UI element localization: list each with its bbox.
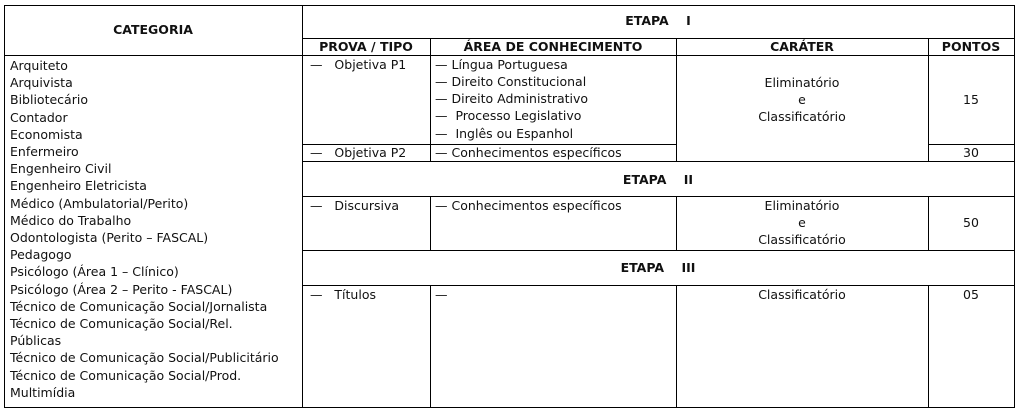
header-categoria: CATEGORIA (113, 22, 193, 37)
category-item: Odontologista (Perito – FASCAL) (10, 230, 209, 246)
etapa2-carater-0: Eliminatório (764, 198, 840, 213)
etapa3-pontos: 05 (963, 287, 979, 302)
category-list (10, 57, 300, 401)
vline-prova-area-2 (430, 196, 431, 251)
category-item: Engenheiro Civil (10, 161, 112, 177)
etapa3-prova: — Títulos (310, 287, 376, 302)
category-item: Pedagogo (10, 247, 72, 263)
etapa2-pontos: 50 (963, 215, 979, 230)
category-item: Economista (10, 126, 83, 142)
vline-area-carater-3 (676, 285, 677, 408)
etapa1-carater-1: e (798, 92, 806, 107)
etapa1-p1-prova: — Objetiva P1 (310, 57, 407, 72)
category-item: Engenheiro Eletricista (10, 178, 147, 194)
category-item: Enfermeiro (10, 144, 79, 160)
etapa3-area: — (435, 287, 448, 302)
etapa1-p1-area-4: — Inglês ou Espanhol (435, 126, 574, 141)
header-area: ÁREA DE CONHECIMENTO (463, 39, 643, 54)
vline-prova-area-3 (430, 285, 431, 408)
category-item: Bibliotecário (10, 92, 88, 108)
etapa1-p1-area-1: — Direito Constitucional (435, 74, 587, 89)
etapa2-carater-1: e (798, 215, 806, 230)
category-item: Psicólogo (Área 2 – Perito - FASCAL) (10, 281, 233, 297)
category-item: Técnico de Comunicação Social/Rel. (10, 316, 233, 332)
etapa1-p2-pontos: 30 (963, 145, 979, 160)
category-item: Contador (10, 109, 68, 125)
etapa1-carater-0: Eliminatório (764, 75, 840, 90)
hline-end-etapa1 (302, 161, 1015, 162)
header-prova-tipo: PROVA / TIPO (319, 39, 413, 54)
divider-categoria (302, 5, 303, 408)
header-carater: CARÁTER (770, 39, 834, 54)
etapa1-p2-area: — Conhecimentos específicos (435, 145, 622, 160)
vline-carater-pontos-3 (928, 285, 929, 408)
category-item: Técnico de Comunicação Social/Publicitário (10, 350, 279, 366)
table-border-left (4, 5, 5, 408)
hline-under-colheaders (4, 55, 1015, 56)
category-item: Psicólogo (Área 1 – Clínico) (10, 264, 179, 280)
table-border-right (1014, 5, 1015, 408)
category-item: Multimídia (10, 384, 76, 400)
category-item: Arquivista (10, 75, 73, 91)
etapa1-p1-area-3: — Processo Legislativo (435, 108, 582, 123)
header-etapa-1: ETAPA I (625, 13, 691, 28)
etapa1-p1-pontos: 15 (963, 92, 979, 107)
etapa2-area: — Conhecimentos específicos (435, 198, 622, 213)
etapa1-carater-2: Classificatório (758, 109, 846, 124)
etapa1-p1-area-2: — Direito Administrativo (435, 91, 589, 106)
hline-under-etapa3 (302, 285, 1015, 286)
category-item: Públicas (10, 333, 62, 349)
table-border-bottom (4, 407, 1015, 408)
category-item: Técnico de Comunicação Social/Jornalista (10, 298, 268, 314)
category-item: Médico do Trabalho (10, 212, 132, 228)
category-item: Médico (Ambulatorial/Perito) (10, 195, 189, 211)
header-pontos: PONTOS (941, 39, 1001, 54)
header-etapa-3: ETAPA III (620, 260, 696, 275)
etapa2-carater-2: Classificatório (758, 232, 846, 247)
hline-end-etapa2 (302, 250, 1015, 251)
etapa1-p2-prova: — Objetiva P2 (310, 145, 407, 160)
table-border-top (4, 5, 1015, 6)
etapa2-prova: — Discursiva (310, 198, 400, 213)
etapa1-p1-area-0: — Língua Portuguesa (435, 57, 568, 72)
hline-under-etapa2 (302, 196, 1015, 197)
header-etapa-2: ETAPA II (622, 172, 694, 187)
category-item: Arquiteto (10, 58, 68, 73)
etapa3-carater: Classificatório (758, 287, 846, 302)
category-item: Técnico de Comunicação Social/Prod. (10, 367, 242, 383)
vline-prova-area-1 (430, 38, 431, 162)
